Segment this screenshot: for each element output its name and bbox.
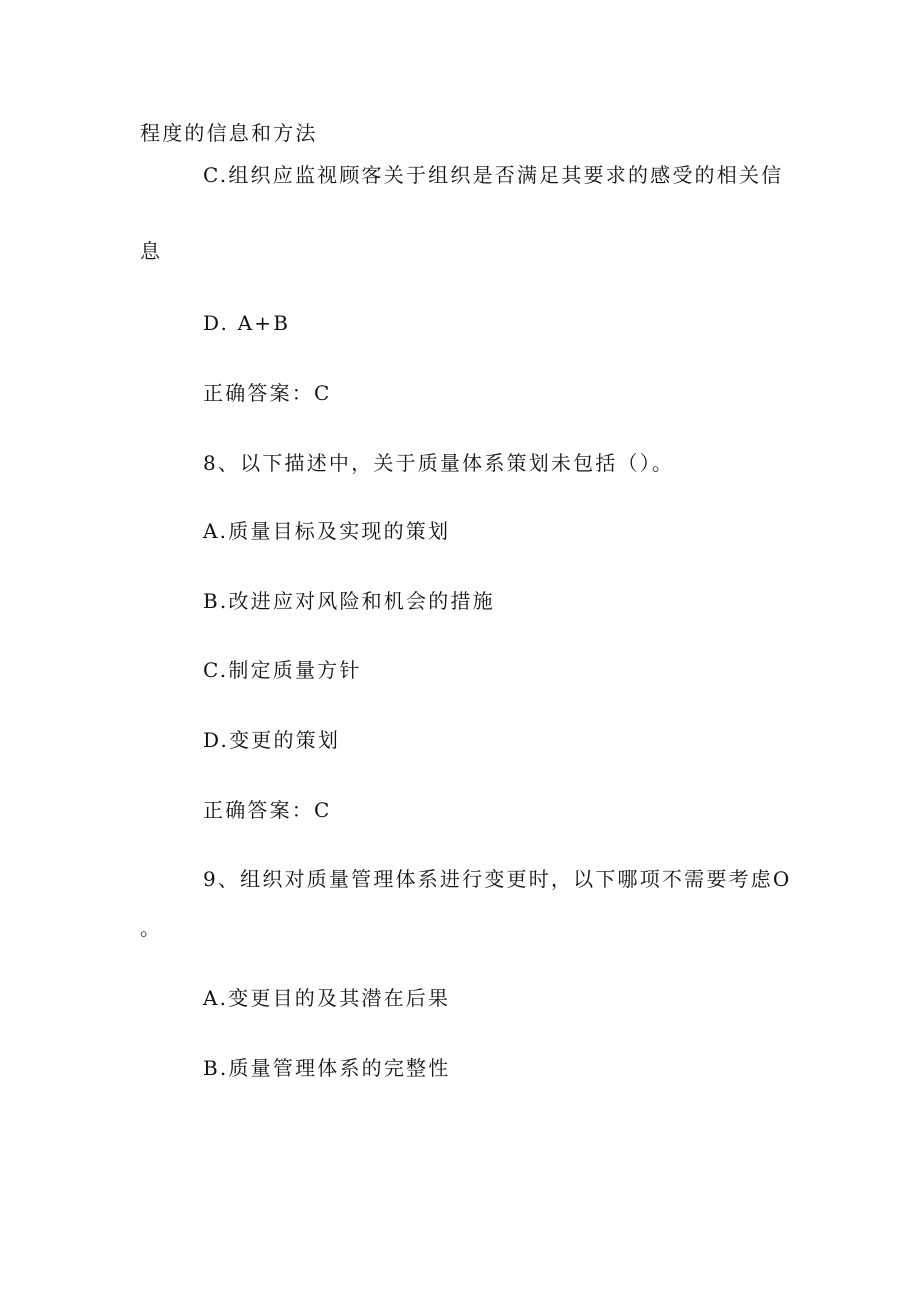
question-9: 9、组织对质量管理体系进行变更时，以下哪项不需要考虑O bbox=[203, 867, 792, 891]
question-8: 8、以下描述中，关于质量体系策划未包括（）。 bbox=[203, 451, 675, 475]
text-line: 程度的信息和方法 bbox=[140, 121, 318, 145]
option-c: C.制定质量方针 bbox=[203, 658, 362, 682]
option-a: A.变更目的及其潜在后果 bbox=[203, 986, 451, 1010]
option-d: D. A+B bbox=[203, 311, 291, 335]
correct-answer: 正确答案：C bbox=[203, 798, 332, 822]
option-c: C.组织应监视顾客关于组织是否满足其要求的感受的相关信 bbox=[203, 163, 784, 187]
option-a: A.质量目标及实现的策划 bbox=[203, 519, 451, 543]
option-b: B.改进应对风险和机会的措施 bbox=[203, 589, 495, 613]
option-d: D.变更的策划 bbox=[203, 728, 341, 752]
option-b: B.质量管理体系的完整性 bbox=[203, 1056, 451, 1080]
correct-answer: 正确答案：C bbox=[203, 381, 332, 405]
text-line: 息 bbox=[140, 239, 163, 263]
text-line: 。 bbox=[140, 916, 163, 940]
